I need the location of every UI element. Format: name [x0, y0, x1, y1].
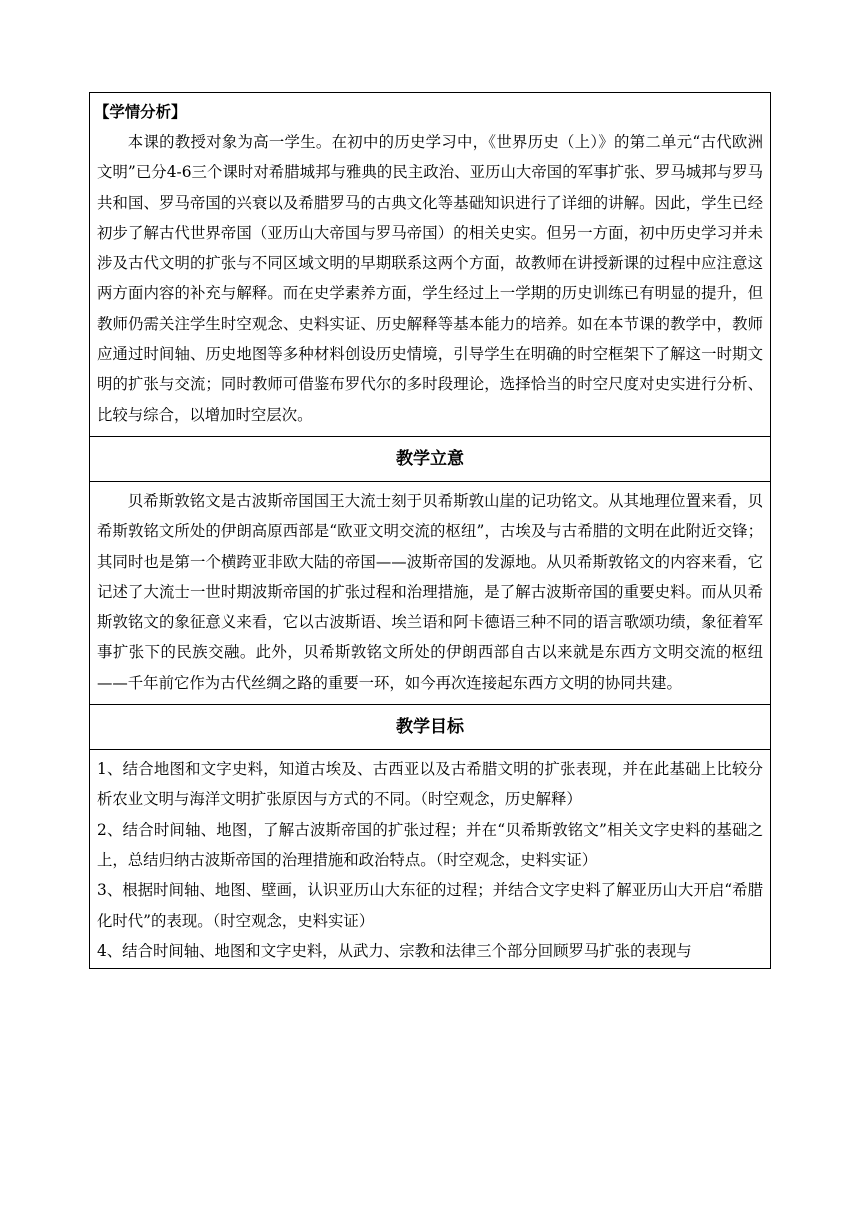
- goal-item-1: 1、结合地图和文字史料，知道古埃及、古西亚以及古希腊文明的扩张表现，并在此基础上比较分析农业文明与海洋文明扩张原因与方式的不同。（时空观念，历史解释）: [97, 760, 763, 809]
- learning-analysis-section: [90, 93, 770, 436]
- goal-item-2: 2、结合时间轴、地图，了解古波斯帝国的扩张过程；并在“贝希斯敦铭文”相关文字史料的基础之上，总结归纳古波斯帝国的治理措施和政治特点。（时空观念，史料实证）: [97, 820, 763, 869]
- goal-item-4: 4、结合时间轴、地图和文字史料，从武力、宗教和法律三个部分回顾罗马扩张的表现与: [97, 941, 692, 960]
- teaching-intent-body: [90, 482, 770, 704]
- teaching-goals-body: [90, 750, 770, 968]
- teaching-goals-section: [90, 704, 770, 968]
- teaching-goals-title: 教学目标: [90, 705, 770, 750]
- learning-analysis-text: 本课的教授对象为高一学生。在初中的历史学习中，《世界历史（上）》的第二单元“古代欧洲文明”已分4-6三个课时对希腊城邦与雅典的民主政治、亚历山大帝国的军事扩张、罗马城邦与罗马共和国、罗马帝国的兴衰以及希腊罗马的古典文化等基础知识进行了详细的讲解。因此，学生已经初步了解古代世界帝国（亚历山大帝国与罗马帝国）的相关史实。但另一方面，初中历史学习并未涉及古代文明的扩张与不同区域文明的早期联系这两个方面，故教师在讲授新课的过程中应注意这两方面内容的补充与解释。而在史学素养方面，学生经过上一学期的历史训练已有明显的提升，但教师仍需关注学生时空观念、史料实证、历史解释等基本能力的培养。如在本节课的教学中，教师应通过时间轴、历史地图等多种材料创设历史情境，引导学生在明确的时空框架下了解这一时期文明的扩张与交流；同时教师可借鉴布罗代尔的多时段理论，选择恰当的时空尺度对史实进行分析、比较与综合，以增加时空层次。: [97, 133, 763, 424]
- learning-analysis-body: [90, 93, 770, 436]
- lesson-plan-table: [89, 92, 771, 969]
- teaching-intent-text: 贝希斯敦铭文是古波斯帝国国王大流士刻于贝希斯敦山崖的记功铭文。从其地理位置来看，贝希斯敦铭文所处的伊朗高原西部是“欧亚文明交流的枢纽”，古埃及与古希腊的文明在此附近交锋；其同时也是第一个横跨亚非欧大陆的帝国——波斯帝国的发源地。从贝希斯敦铭文的内容来看，它记述了大流士一世时期波斯帝国的扩张过程和治理措施，是了解古波斯帝国的重要史料。而从贝希斯敦铭文的象征意义来看，它以古波斯语、埃兰语和阿卡德语三种不同的语言歌颂功绩，象征着军事扩张下的民族交融。此外，贝希斯敦铭文所处的伊朗西部自古以来就是东西方文明交流的枢纽——千年前它作为古代丝绸之路的重要一环，如今再次连接起东西方文明的协同共建。: [97, 491, 763, 692]
- teaching-intent-title: 教学立意: [90, 437, 770, 482]
- learning-analysis-title: 【学情分析】: [94, 103, 187, 121]
- goal-item-3: 3、根据时间轴、地图、壁画，认识亚历山大东征的过程；并结合文字史料了解亚历山大开启“希腊化时代”的表现。（时空观念，史料实证）: [97, 881, 763, 930]
- teaching-intent-section: [90, 436, 770, 704]
